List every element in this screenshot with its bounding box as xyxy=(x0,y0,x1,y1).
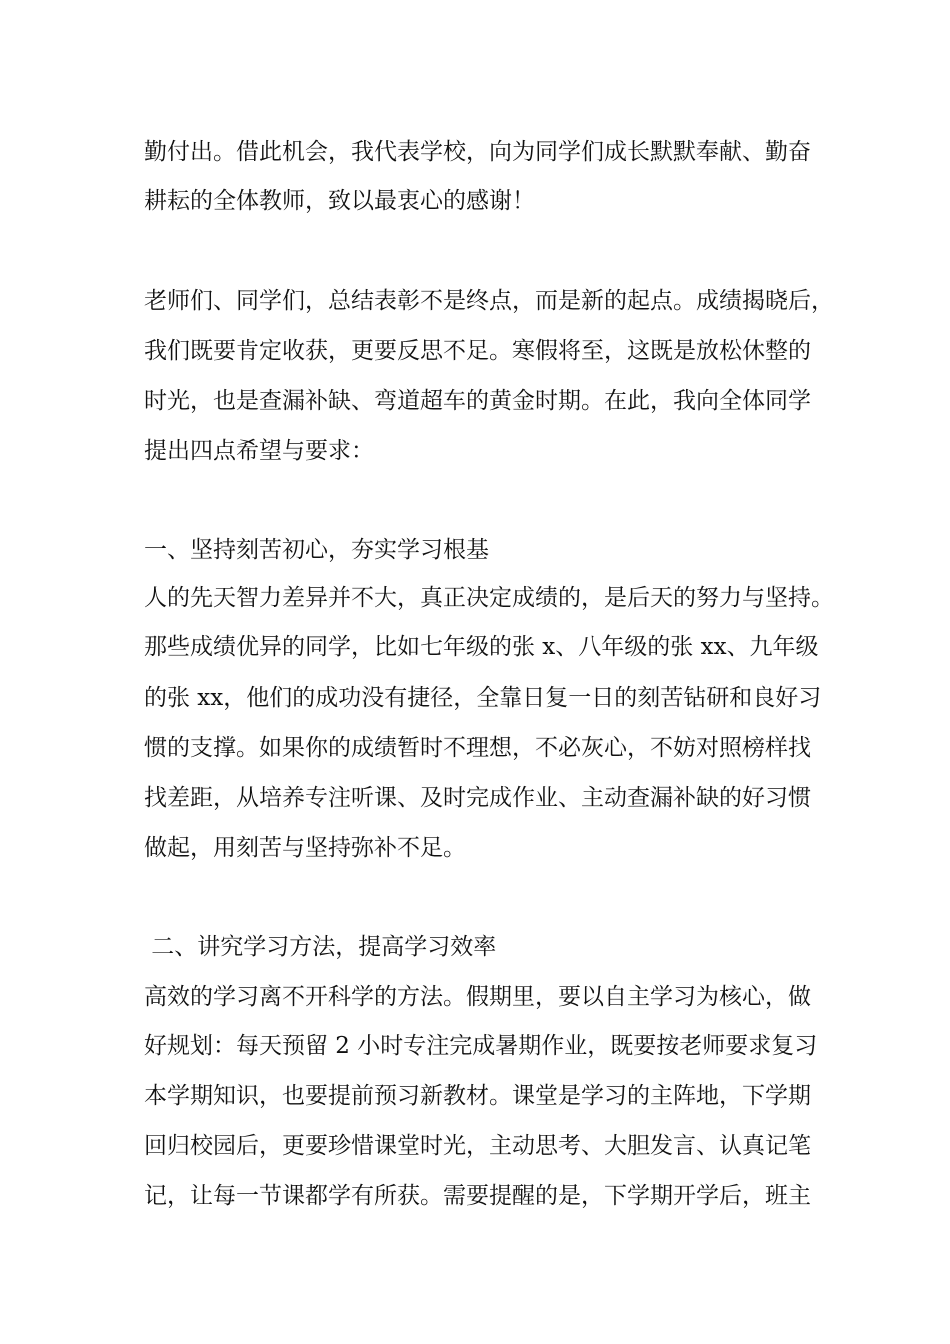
paragraph-line: 老师们、同学们，总结表彰不是终点，而是新的起点。成绩揭晓后， xyxy=(144,288,834,314)
paragraph-line: 回归校园后，更要珍惜课堂时光，主动思考、大胆发言、认真记笔 xyxy=(144,1133,811,1159)
paragraph-line: 那些成绩优异的同学，比如七年级的张 x、八年级的张 xx、九年级 xyxy=(144,634,819,660)
section-heading: 二、讲究学习方法，提高学习效率 xyxy=(144,934,497,960)
paragraph-line: 本学期知识，也要提前预习新教材。课堂是学习的主阵地，下学期 xyxy=(144,1083,811,1109)
paragraph-line: 耕耘的全体教师，致以最衷心的感谢！ xyxy=(144,188,535,214)
paragraph-line: 人的先天智力差异并不大，真正决定成绩的，是后天的努力与坚持。 xyxy=(144,585,834,611)
paragraph-line: 时光，也是查漏补缺、弯道超车的黄金时期。在此，我向全体同学 xyxy=(144,388,811,414)
paragraph-line: 找差距，从培养专注听课、及时完成作业、主动查漏补缺的好习惯 xyxy=(144,785,811,811)
paragraph-line: 高效的学习离不开科学的方法。假期里，要以自主学习为核心，做 xyxy=(144,984,811,1010)
paragraph-line: 勤付出。借此机会，我代表学校，向为同学们成长默默奉献、勤奋 xyxy=(144,139,811,165)
paragraph-line: 记，让每一节课都学有所获。需要提醒的是，下学期开学后，班主 xyxy=(144,1183,811,1209)
paragraph-line: 好规划：每天预留 2 小时专注完成暑期作业，既要按老师要求复习 xyxy=(144,1033,818,1059)
paragraph-line: 我们既要肯定收获，更要反思不足。寒假将至，这既是放松休整的 xyxy=(144,338,811,364)
paragraph-line: 惯的支撑。如果你的成绩暂时不理想，不必灰心，不妨对照榜样找 xyxy=(144,735,811,761)
paragraph-line: 做起，用刻苦与坚持弥补不足。 xyxy=(144,835,466,861)
paragraph-line: 提出四点希望与要求： xyxy=(144,438,374,464)
section-heading: 一、坚持刻苦初心，夯实学习根基 xyxy=(144,537,489,563)
paragraph-line: 的张 xx，他们的成功没有捷径，全靠日复一日的刻苦钻研和良好习 xyxy=(144,685,822,711)
